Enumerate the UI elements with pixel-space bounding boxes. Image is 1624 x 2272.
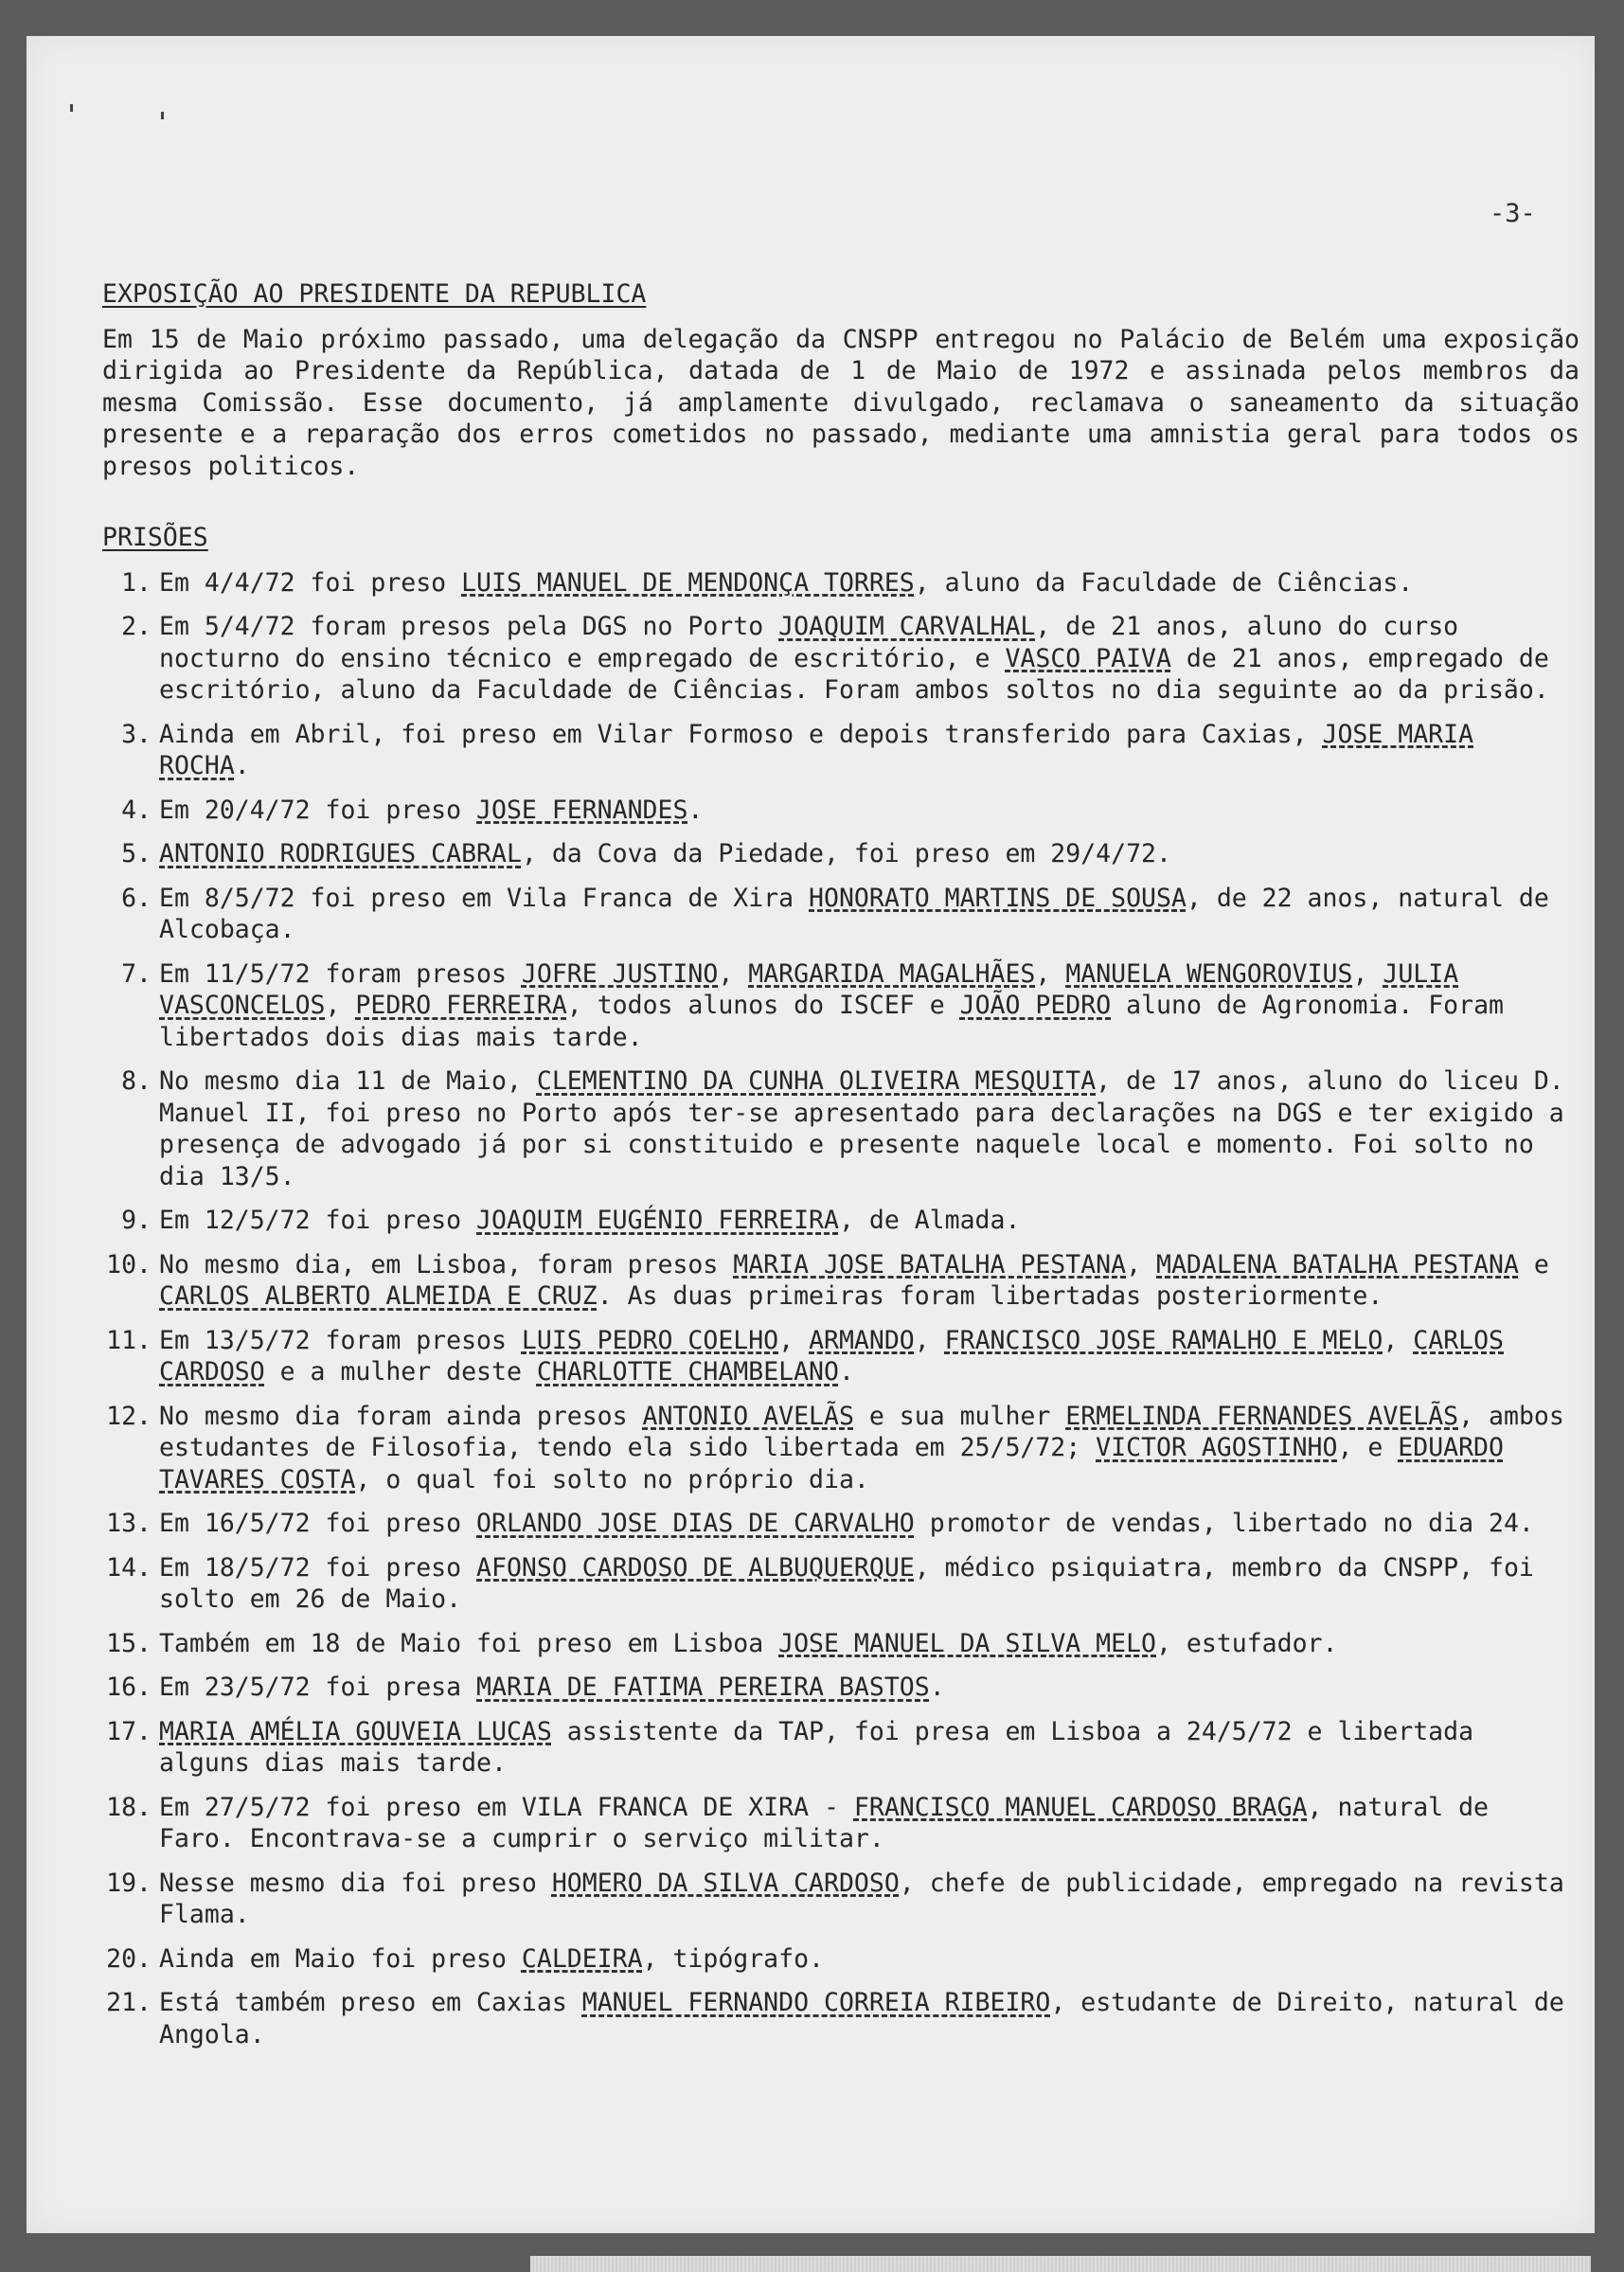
item-text <box>159 795 1579 827</box>
person-name: EDUARDO TAVARES COSTA <box>159 1433 1504 1494</box>
item-number: 19. <box>106 1868 152 1898</box>
list-item <box>102 795 1579 827</box>
person-name: MARGARIDA MAGALHÃES <box>748 958 1036 989</box>
item-text <box>159 1716 1579 1780</box>
text-segment: Em 12/5/72 foi preso <box>159 1206 477 1235</box>
person-name: JOFRE JUSTINO <box>521 958 719 989</box>
text-segment: Em 4/4/72 foi preso <box>159 567 462 598</box>
item-text <box>159 1987 1579 2050</box>
text-segment: , ambos estudantes de Filosofia, tendo ela sido libertada em 25/5/72; <box>159 1401 1564 1462</box>
text-segment: . <box>929 1673 945 1702</box>
list-item <box>102 1065 1579 1192</box>
text-segment: , chefe de publicidade, empregado na revista Flama. <box>159 1868 1564 1929</box>
list-item <box>102 719 1579 782</box>
item-text <box>159 1672 1579 1704</box>
text-segment: , <box>1352 958 1383 989</box>
item-number: 6. <box>121 883 152 913</box>
list-item <box>102 958 1579 1054</box>
person-name: JOSE MANUEL DA SILVA MELO <box>778 1628 1156 1658</box>
item-number: 1. <box>121 567 152 598</box>
item-text <box>159 1943 1579 1976</box>
paper-mark <box>161 112 164 119</box>
text-segment: Nesse mesmo dia foi preso <box>159 1868 552 1898</box>
text-segment: , de 21 anos, aluno do curso nocturno do ensino técnico e empregado de escritório, e <box>159 612 1459 673</box>
item-number: 14. <box>106 1552 152 1583</box>
list-item <box>102 1716 1579 1780</box>
list-item <box>102 883 1579 946</box>
item-text <box>159 567 1579 599</box>
text-segment: , da Cova da Piedade, foi preso em 29/4/72. <box>521 839 1171 868</box>
list-item <box>102 1249 1579 1313</box>
person-name: JOÃO PEDRO <box>959 991 1112 1020</box>
person-name: ANTONIO AVELÃS <box>642 1401 854 1431</box>
text-segment: , de Almada. <box>838 1206 1021 1235</box>
document-page <box>27 36 1595 2233</box>
list-item <box>102 1628 1579 1660</box>
text-segment: e <box>1518 1249 1549 1279</box>
list-item <box>102 1987 1579 2050</box>
item-number: 5. <box>121 839 152 868</box>
text-segment: Ainda em Maio foi preso <box>159 1943 522 1974</box>
person-name: MANUEL FERNANDO CORREIA RIBEIRO <box>581 1988 1051 2017</box>
document-body <box>102 278 1579 2063</box>
person-name: HOMERO DA SILVA CARDOSO <box>551 1868 900 1898</box>
text-segment: . <box>687 795 704 825</box>
item-number: 10. <box>106 1249 152 1279</box>
text-segment: No mesmo dia 11 de Maio, <box>159 1066 537 1096</box>
person-name: MADALENA BATALHA PESTANA <box>1156 1249 1519 1279</box>
text-segment: Em 27/5/72 foi preso em VILA FRANCA DE XIRA - <box>159 1792 854 1822</box>
person-name: JOAQUIM CARVALHAL <box>778 612 1036 641</box>
item-number: 4. <box>121 795 152 825</box>
text-segment: , todos alunos do ISCEF e <box>566 991 960 1020</box>
item-number: 13. <box>106 1509 152 1538</box>
person-name: AFONSO CARDOSO DE ALBUQUERQUE <box>476 1552 915 1583</box>
item-number: 16. <box>106 1673 152 1702</box>
item-number: 2. <box>121 612 152 641</box>
person-name: CARLOS ALBERTO ALMEIDA E CRUZ <box>159 1281 598 1311</box>
person-name: CARLOS CARDOSO <box>159 1325 1505 1386</box>
list-item <box>102 1943 1579 1976</box>
item-number: 20. <box>106 1943 152 1974</box>
text-segment: e a mulher deste <box>264 1357 537 1386</box>
text-segment: Está também preso em Caxias <box>159 1988 582 2017</box>
text-segment: Em 20/4/72 foi preso <box>159 795 477 825</box>
person-name: MARIA DE FATIMA PEREIRA BASTOS <box>476 1673 930 1702</box>
text-segment: , estufador. <box>1156 1628 1338 1658</box>
person-name: MARIA JOSE BATALHA PESTANA <box>733 1249 1127 1279</box>
text-segment: . <box>234 751 250 780</box>
person-name: ARMANDO <box>809 1325 915 1355</box>
person-name: ANTONIO RODRIGUES CABRAL <box>159 839 522 868</box>
text-segment: , médico psiquiatra, membro da CNSPP, foi solto em 26 de Maio. <box>159 1552 1534 1614</box>
item-number: 21. <box>106 1988 152 2017</box>
text-segment: , <box>325 991 356 1020</box>
person-name: CHARLOTTE CHAMBELANO <box>536 1357 839 1386</box>
text-segment: Em 8/5/72 foi preso em Vila Franca de Xira <box>159 883 810 913</box>
list-item <box>102 1868 1579 1931</box>
item-number: 18. <box>106 1792 152 1822</box>
text-segment: , o qual foi solto no próprio dia. <box>355 1464 869 1494</box>
item-text <box>159 1205 1579 1237</box>
text-segment: , de 22 anos, natural de Alcobaça. <box>159 883 1549 944</box>
person-name: ERMELINDA FERNANDES AVELÃS <box>1065 1401 1459 1431</box>
item-text <box>159 1065 1579 1192</box>
item-text <box>159 1508 1579 1540</box>
person-name: HONORATO MARTINS DE SOUSA <box>809 883 1187 913</box>
item-number: 7. <box>121 958 152 989</box>
person-name: FRANCISCO JOSE RAMALHO E MELO <box>944 1325 1383 1355</box>
item-number: 15. <box>106 1628 152 1658</box>
item-text <box>159 1628 1579 1660</box>
text-segment: e sua mulher <box>853 1401 1066 1431</box>
item-text <box>159 1249 1579 1313</box>
item-number: 9. <box>121 1206 152 1235</box>
text-segment: Também em 18 de Maio foi preso em Lisboa <box>159 1628 779 1658</box>
text-segment: de 21 anos, empregado de escritório, aluno da Faculdade de Ciências. Foram ambos soltos no dia seguinte ao da prisão. <box>159 643 1549 705</box>
text-segment: . <box>838 1357 854 1386</box>
person-name: CLEMENTINO DA CUNHA OLIVEIRA MESQUITA <box>536 1066 1097 1096</box>
text-segment: , estudante de Direito, natural de Angola. <box>159 1988 1564 2049</box>
text-segment: Ainda em Abril, foi preso em Vilar Formoso e depois transferido para Caxias, <box>159 719 1323 749</box>
item-text <box>159 719 1579 782</box>
item-text <box>159 611 1579 707</box>
list-item <box>102 1672 1579 1704</box>
text-segment: . As duas primeiras foram libertadas posteriormente. <box>597 1281 1383 1311</box>
item-text <box>159 1401 1579 1496</box>
person-name: ORLANDO JOSE DIAS DE CARVALHO <box>476 1509 915 1538</box>
text-segment: No mesmo dia foram ainda presos <box>159 1401 643 1431</box>
list-item <box>102 1508 1579 1540</box>
text-segment: , <box>1035 958 1066 989</box>
scan-edge-strip <box>530 2256 1591 2272</box>
section-heading-exposicao: EXPOSIÇÃO AO PRESIDENTE DA REPUBLICA <box>102 279 647 309</box>
page-number: -3- <box>1490 199 1536 228</box>
paper-mark <box>70 104 73 112</box>
person-name: LUIS MANUEL DE MENDONÇA TORRES <box>461 567 915 598</box>
list-item <box>102 1552 1579 1616</box>
text-segment: , e <box>1337 1433 1399 1462</box>
list-item <box>102 1401 1579 1496</box>
text-segment: , <box>1383 1325 1414 1355</box>
text-segment: Em 23/5/72 foi presa <box>159 1673 477 1702</box>
person-name: JOSE FERNANDES <box>476 795 688 825</box>
person-name: JOSE MARIA ROCHA <box>159 719 1474 780</box>
text-segment: Em 11/5/72 foram presos <box>159 958 522 989</box>
person-name: LUIS PEDRO COELHO <box>521 1325 779 1355</box>
item-text <box>159 958 1579 1054</box>
item-text <box>159 1868 1579 1931</box>
person-name: PEDRO FERREIRA <box>355 991 567 1020</box>
text-segment: aluno de Agronomia. Foram libertados dois dias mais tarde. <box>159 991 1504 1052</box>
person-name: JULIA VASCONCELOS <box>159 958 1459 1020</box>
list-item <box>102 1325 1579 1388</box>
text-segment: Em 5/4/72 foram presos pela DGS no Porto <box>159 612 779 641</box>
item-number: 3. <box>121 719 152 749</box>
text-segment: Em 16/5/72 foi preso <box>159 1509 477 1538</box>
item-number: 12. <box>106 1401 152 1431</box>
person-name: MARIA AMÉLIA GOUVEIA LUCAS <box>159 1716 552 1746</box>
list-item <box>102 567 1579 599</box>
person-name: VASCO PAIVA <box>1005 643 1171 673</box>
text-segment: , natural de Faro. Encontrava-se a cumprir o serviço militar. <box>159 1792 1489 1853</box>
text-segment: promotor de vendas, libertado no dia 24. <box>914 1509 1534 1538</box>
list-item <box>102 1205 1579 1237</box>
list-item <box>102 838 1579 870</box>
text-segment: , <box>1126 1249 1157 1279</box>
person-name: VICTOR AGOSTINHO <box>1096 1433 1338 1462</box>
item-text <box>159 1325 1579 1388</box>
list-item <box>102 611 1579 707</box>
text-segment: assistente da TAP, foi presa em Lisboa a 24/5/72 e libertada alguns dias mais tarde. <box>159 1716 1474 1778</box>
person-name: FRANCISCO MANUEL CARDOSO BRAGA <box>853 1792 1308 1822</box>
list-item <box>102 1792 1579 1855</box>
item-number: 8. <box>121 1066 152 1096</box>
text-segment: , aluno da Faculdade de Ciências. <box>914 567 1414 598</box>
text-segment: , <box>718 958 749 989</box>
item-text <box>159 1552 1579 1616</box>
person-name: JOAQUIM EUGÉNIO FERREIRA <box>476 1206 839 1235</box>
person-name: MANUELA WENGOROVIUS <box>1065 958 1353 989</box>
prisoes-list <box>102 567 1579 2051</box>
section-heading-prisoes: PRISÕES <box>102 523 208 552</box>
text-segment: Em 13/5/72 foram presos <box>159 1325 522 1355</box>
text-segment: , <box>778 1325 810 1355</box>
intro-paragraph: Em 15 de Maio próximo passado, uma delegação da CNSPP entregou no Palácio de Belém uma exposição dirigida ao Presidente da República, datada de 1 de Maio de 1972 e assinada pelos membros da mesma Comissão. Esse documento, já amplamente divulgado, reclamava o saneamento da situação presente e a reparação dos erros cometidos no passado, mediante uma amnistia geral para todos os presos politicos. <box>102 324 1579 481</box>
item-text <box>159 1792 1579 1855</box>
text-segment: No mesmo dia, em Lisboa, foram presos <box>159 1249 734 1279</box>
text-segment: , tipógrafo. <box>642 1943 824 1974</box>
text-segment: Em 18/5/72 foi preso <box>159 1552 477 1583</box>
text-segment: , <box>914 1325 945 1355</box>
item-text <box>159 838 1579 870</box>
item-text <box>159 883 1579 946</box>
item-number: 17. <box>106 1716 152 1746</box>
text-segment: , de 17 anos, aluno do liceu D. Manuel II, foi preso no Porto após ter-se apresentado para declarações na DGS e ter exigido a presença de advogado já por si constituido e presente naquele local e momento. Foi solto no dia 13/5. <box>159 1066 1564 1191</box>
person-name: CALDEIRA <box>521 1943 643 1974</box>
item-number: 11. <box>106 1325 152 1355</box>
